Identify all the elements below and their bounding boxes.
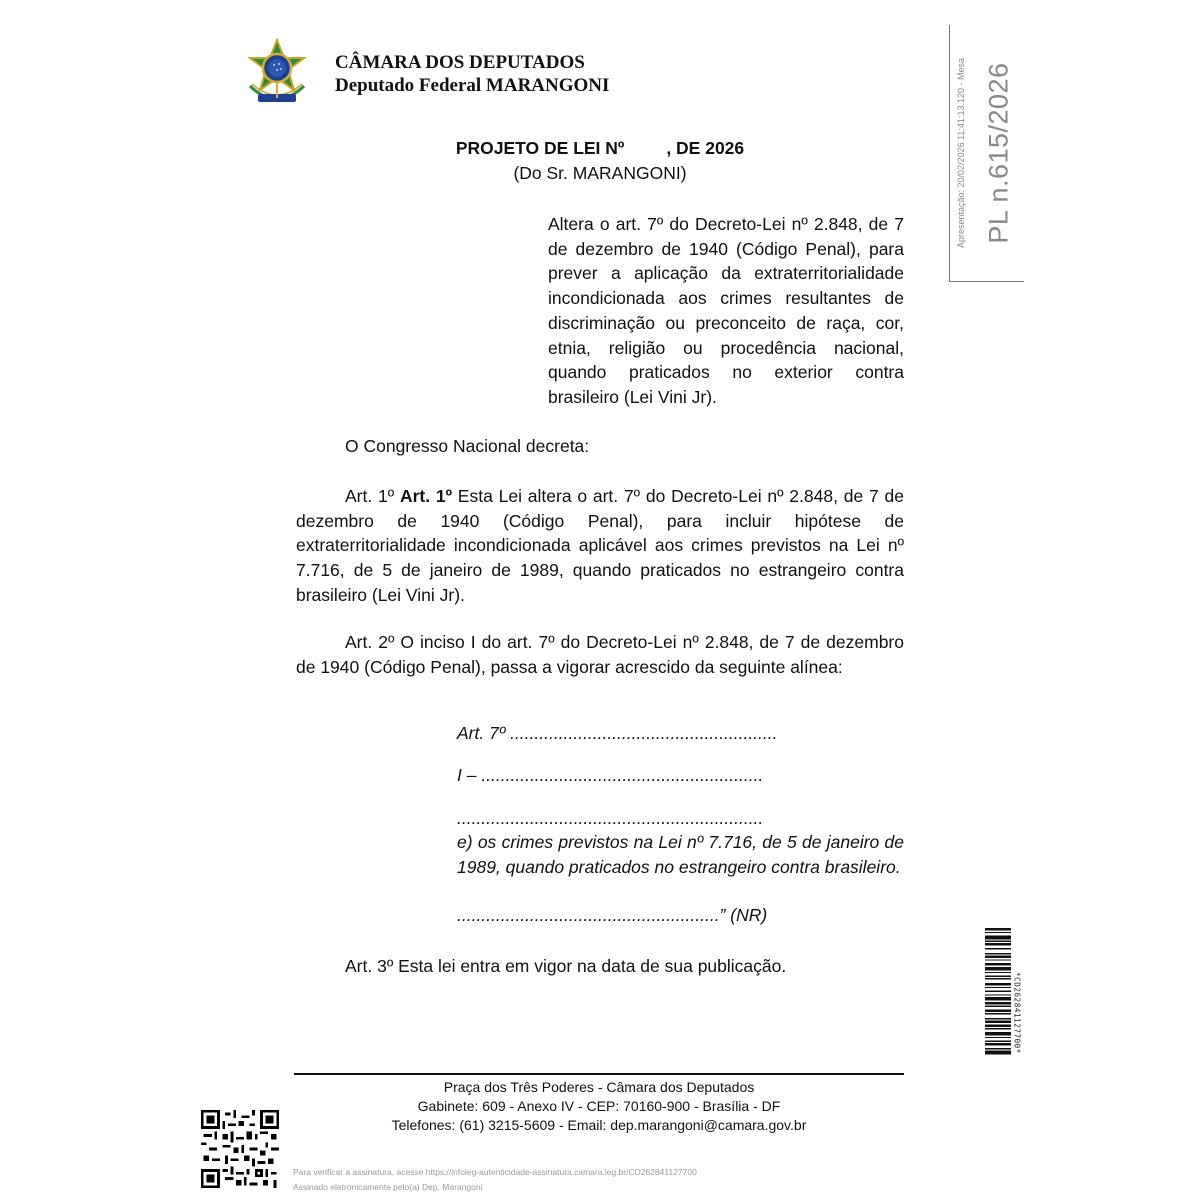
deputy-name: Deputado Federal MARANGONI xyxy=(335,75,610,96)
barcode-bar xyxy=(985,1048,1011,1049)
barcode-bar xyxy=(985,1021,1011,1024)
bill-title-prefix: PROJETO DE LEI Nº xyxy=(455,138,625,158)
footer-divider xyxy=(294,1073,904,1075)
electronic-signature-note: Assinado eletronicamente pelo(a) Dep. Marangoni xyxy=(293,1182,483,1192)
quoted-alinea-e: e) os crimes previstos na Lei nº 7.716, de 5 de janeiro de 1989, quando praticados no estrangeiro contra brasileiro. xyxy=(457,832,904,877)
signature-verify-link[interactable]: Para verificar a assinatura, acesse https://infoleg-autenticidade-assinatura.camara.leg.br/CD262841127700 xyxy=(293,1167,697,1177)
barcode-bar xyxy=(985,948,1011,949)
barcode-bar xyxy=(985,991,1011,992)
quoted-dots: ............................................................... xyxy=(457,808,764,828)
barcode-label-text: *CD262841127700* xyxy=(1012,972,1022,1054)
barcode-bar xyxy=(985,1051,1011,1055)
brasao-crest-icon xyxy=(244,38,310,110)
barcode-bar xyxy=(985,976,1011,977)
quoted-inciso-i: I – .......................................................... xyxy=(457,765,764,785)
barcode-bar xyxy=(985,941,1011,942)
stamp-bill-number-text: PL n.615/2026 xyxy=(983,62,1014,244)
quoted-nr: ......................................................” (NR) xyxy=(457,905,768,925)
article-1-bold-label: Art. 1º xyxy=(399,486,453,506)
barcode-bar xyxy=(985,1024,1011,1027)
barcode-bar xyxy=(985,978,1011,979)
barcode-bar xyxy=(985,1018,1011,1019)
barcode-bar xyxy=(985,1006,1011,1007)
footer-address-line2: Gabinete: 609 - Anexo IV - CEP: 70160-900 - Brasília - DF xyxy=(417,1098,781,1114)
stamp-presentation-date xyxy=(952,25,970,281)
barcode-bar xyxy=(985,1043,1011,1046)
barcode-bar xyxy=(985,1002,1011,1005)
barcode-bar xyxy=(985,1013,1011,1014)
barcode-bar xyxy=(985,1041,1011,1042)
decree-clause: O Congresso Nacional decreta: xyxy=(345,436,590,456)
footer-address-line1: Praça dos Três Poderes - Câmara dos Deputados xyxy=(443,1079,755,1095)
barcode-bar xyxy=(985,967,1011,971)
bill-author: (Do Sr. MARANGONI) xyxy=(513,163,687,183)
barcode-bar xyxy=(985,987,1011,988)
ementa-text: Altera o art. 7º do Decreto-Lei nº 2.848, de 7 de dezembro de 1940 (Código Penal), para prever a aplicação da extraterritorialidade incondicionada aos crimes resultantes de discriminação ou preconceito de raça, cor, etnia, religião ou procedência nacional, quando praticados no exterior contra brasileiro (Lei Vini Jr). xyxy=(548,214,904,407)
article-1-prefix: Art. 1º xyxy=(345,486,400,506)
qr-code-icon[interactable] xyxy=(201,1110,279,1188)
article-1 xyxy=(296,484,904,608)
barcode-icon xyxy=(985,928,1011,1098)
barcode-bar xyxy=(985,928,1011,931)
barcode-bar xyxy=(985,1032,1011,1036)
article-3: Art. 3º Esta lei entra em vigor na data de sua publicação. xyxy=(345,956,787,976)
barcode-bar xyxy=(985,1028,1011,1029)
barcode-bar xyxy=(985,953,1011,954)
barcode-bar xyxy=(985,943,1011,946)
barcode-bar xyxy=(985,1037,1011,1038)
quoted-art-7: Art. 7º ....................................................... xyxy=(457,723,778,743)
barcode-bar xyxy=(985,1009,1011,1012)
barcode-bar xyxy=(985,994,1011,995)
stamp-bill-number xyxy=(974,25,1024,281)
footer-contact-line: Telefones: (61) 3215-5609 - Email: dep.marangoni@camara.gov.br xyxy=(391,1117,807,1133)
bill-title-suffix: , DE 2026 xyxy=(666,138,745,158)
barcode-bar xyxy=(985,963,1011,966)
chamber-name: CÂMARA DOS DEPUTADOS xyxy=(335,52,585,73)
stamp-presentation-text: Apresentação: 20/02/2026 11:41:13.120 - Mesa xyxy=(956,58,966,248)
article-2: Art. 2º O inciso I do art. 7º do Decreto-Lei nº 2.848, de 7 de dezembro de 1940 (Código Penal), passa a vigorar acrescido da seguinte alínea: xyxy=(296,632,904,677)
article-1-text: Esta Lei altera o art. 7º do Decreto-Lei nº 2.848, de 7 de dezembro de 1940 (Código Penal), para incluir hipótese de extraterritorialidade incondicionada aplicável aos crimes previstos na Lei nº 7.716, de 5 de janeiro de 1989, quando praticados no estrangeiro contra brasileiro (Lei Vini Jr). xyxy=(296,486,905,605)
barcode-bar xyxy=(985,959,1011,960)
barcode-bar xyxy=(985,932,1011,933)
barcode-bar xyxy=(985,997,1011,1001)
barcode-bar xyxy=(985,956,1011,959)
barcode-bar xyxy=(985,983,1011,986)
barcode-bar xyxy=(985,972,1011,973)
protocol-stamp xyxy=(949,25,1024,282)
barcode-bar xyxy=(985,936,1011,940)
barcode-label xyxy=(1012,928,1022,1098)
